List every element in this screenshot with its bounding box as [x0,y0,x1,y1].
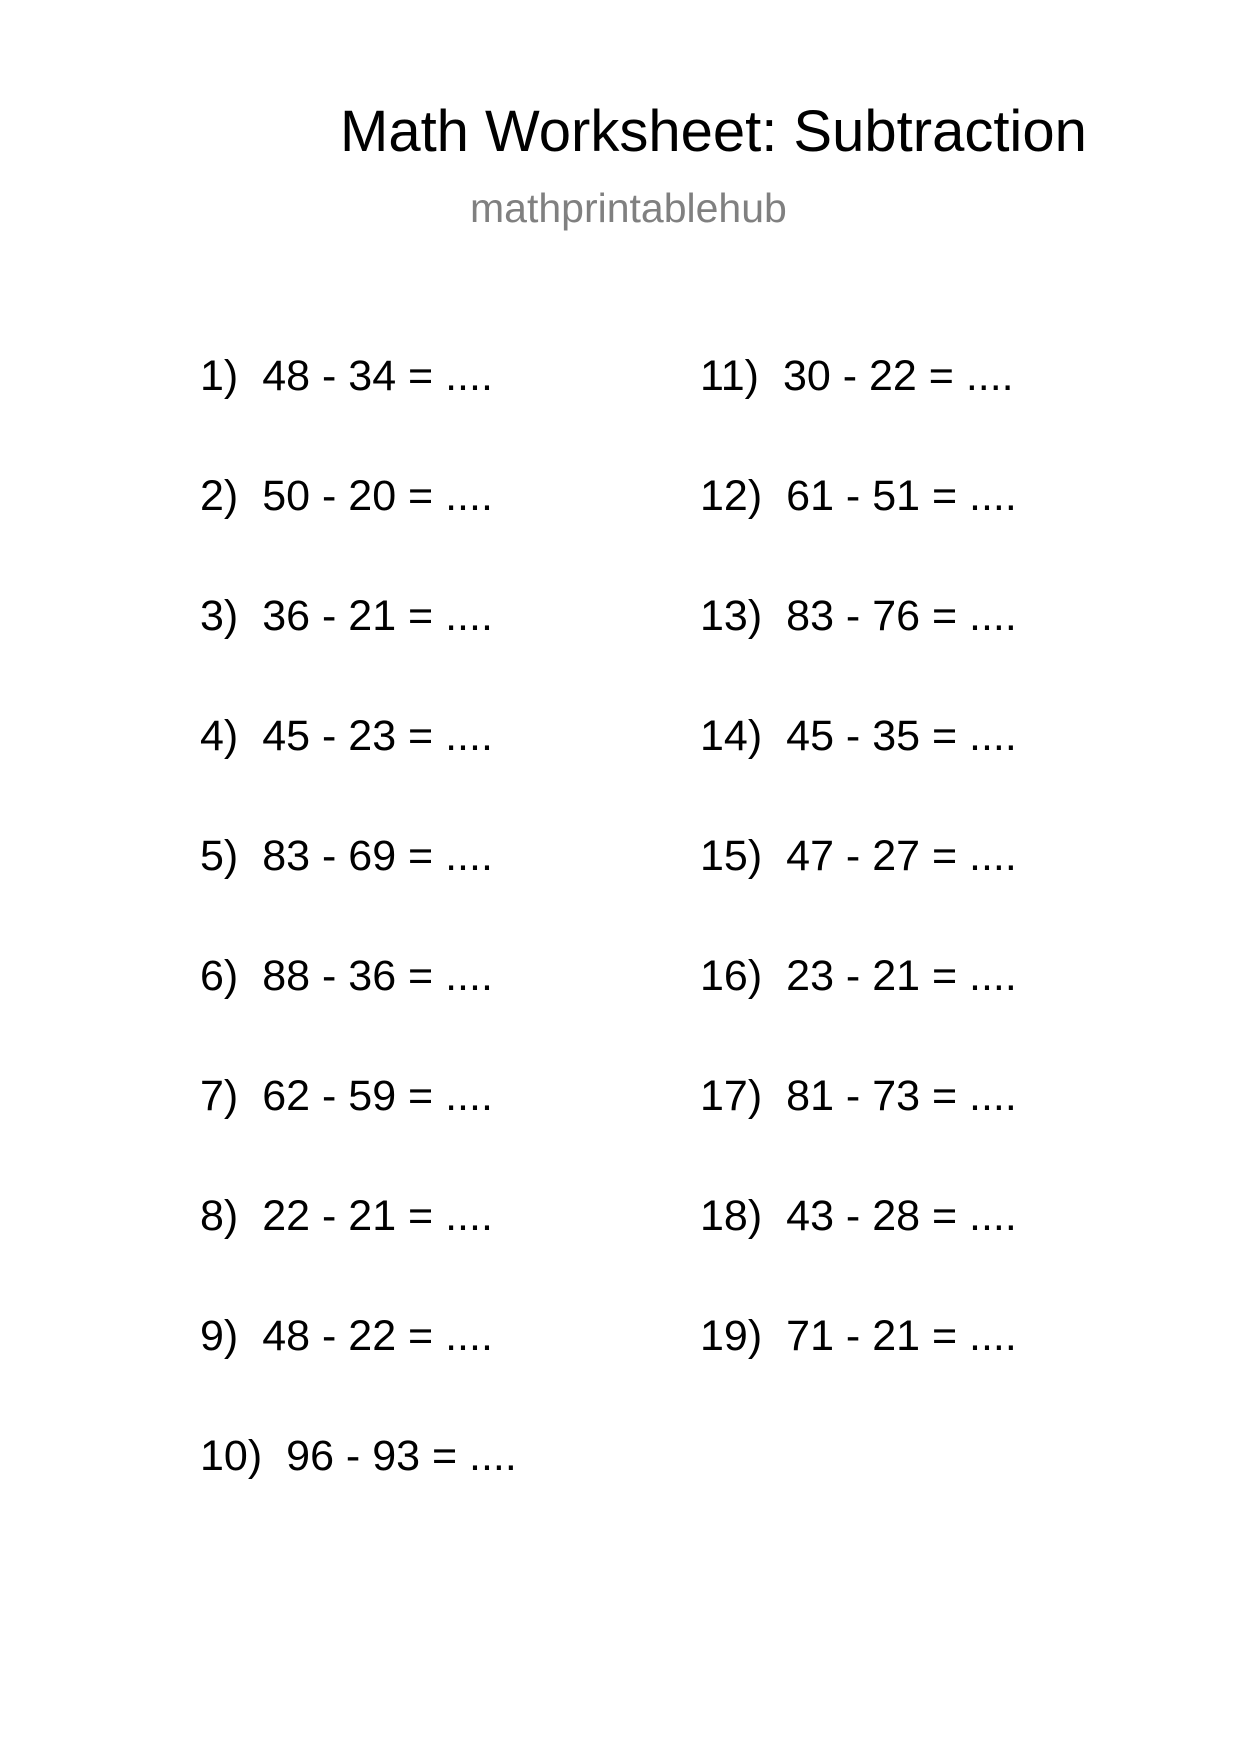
problem-item [700,948,1017,1004]
problem-item [200,1308,493,1364]
problem-number: 9) [200,1312,239,1360]
problem-item [200,468,493,524]
problem-item [200,948,493,1004]
problem-expression: 48 - 22 = .... [262,1312,493,1360]
problem-item [700,588,1017,644]
problem-item [700,348,1014,404]
problem-number: 10) [200,1432,263,1480]
problem-expression: 83 - 69 = .... [262,832,493,880]
problem-number: 12) [700,472,763,520]
problem-number: 1) [200,352,239,400]
problem-expression: 88 - 36 = .... [262,952,493,1000]
problem-item [700,1308,1017,1364]
problem-expression: 50 - 20 = .... [262,472,493,520]
problem-expression: 96 - 93 = .... [286,1432,517,1480]
problem-number: 15) [700,832,763,880]
problem-expression: 43 - 28 = .... [786,1192,1017,1240]
problem-number: 6) [200,952,239,1000]
problem-expression: 62 - 59 = .... [262,1072,493,1120]
problem-item [700,1068,1017,1124]
problem-expression: 45 - 35 = .... [786,712,1017,760]
problem-expression: 83 - 76 = .... [786,592,1017,640]
problem-number: 18) [700,1192,763,1240]
problem-item [200,828,493,884]
problem-number: 14) [700,712,763,760]
problem-expression: 48 - 34 = .... [262,352,493,400]
problem-number: 4) [200,712,239,760]
problem-expression: 81 - 73 = .... [786,1072,1017,1120]
problem-item [200,1068,493,1124]
problem-expression: 61 - 51 = .... [786,472,1017,520]
problem-number: 11) [700,352,759,400]
problem-number: 19) [700,1312,763,1360]
problem-expression: 30 - 22 = .... [782,352,1014,400]
problem-expression: 22 - 21 = .... [262,1192,493,1240]
problem-item [700,708,1017,764]
problem-item [200,708,493,764]
problem-number: 13) [700,592,763,640]
problem-number: 16) [700,952,763,1000]
problem-number: 5) [200,832,239,880]
problem-item [200,588,493,644]
problem-item [200,1188,493,1244]
problem-number: 2) [200,472,239,520]
page-subtitle: mathprintablehub [470,185,787,231]
problem-item [700,828,1017,884]
problem-expression: 23 - 21 = .... [786,952,1017,1000]
problem-number: 17) [700,1072,763,1120]
problem-item [700,468,1017,524]
problem-expression: 36 - 21 = .... [262,592,493,640]
problem-expression: 71 - 21 = .... [786,1312,1017,1360]
problem-number: 7) [200,1072,239,1120]
problem-expression: 45 - 23 = .... [262,712,493,760]
problem-number: 3) [200,592,239,640]
problem-item [200,1428,517,1484]
page-title: Math Worksheet: Subtraction [340,99,1087,164]
problem-item [700,1188,1017,1244]
problem-item [200,348,493,404]
problem-expression: 47 - 27 = .... [786,832,1017,880]
problem-number: 8) [200,1192,239,1240]
